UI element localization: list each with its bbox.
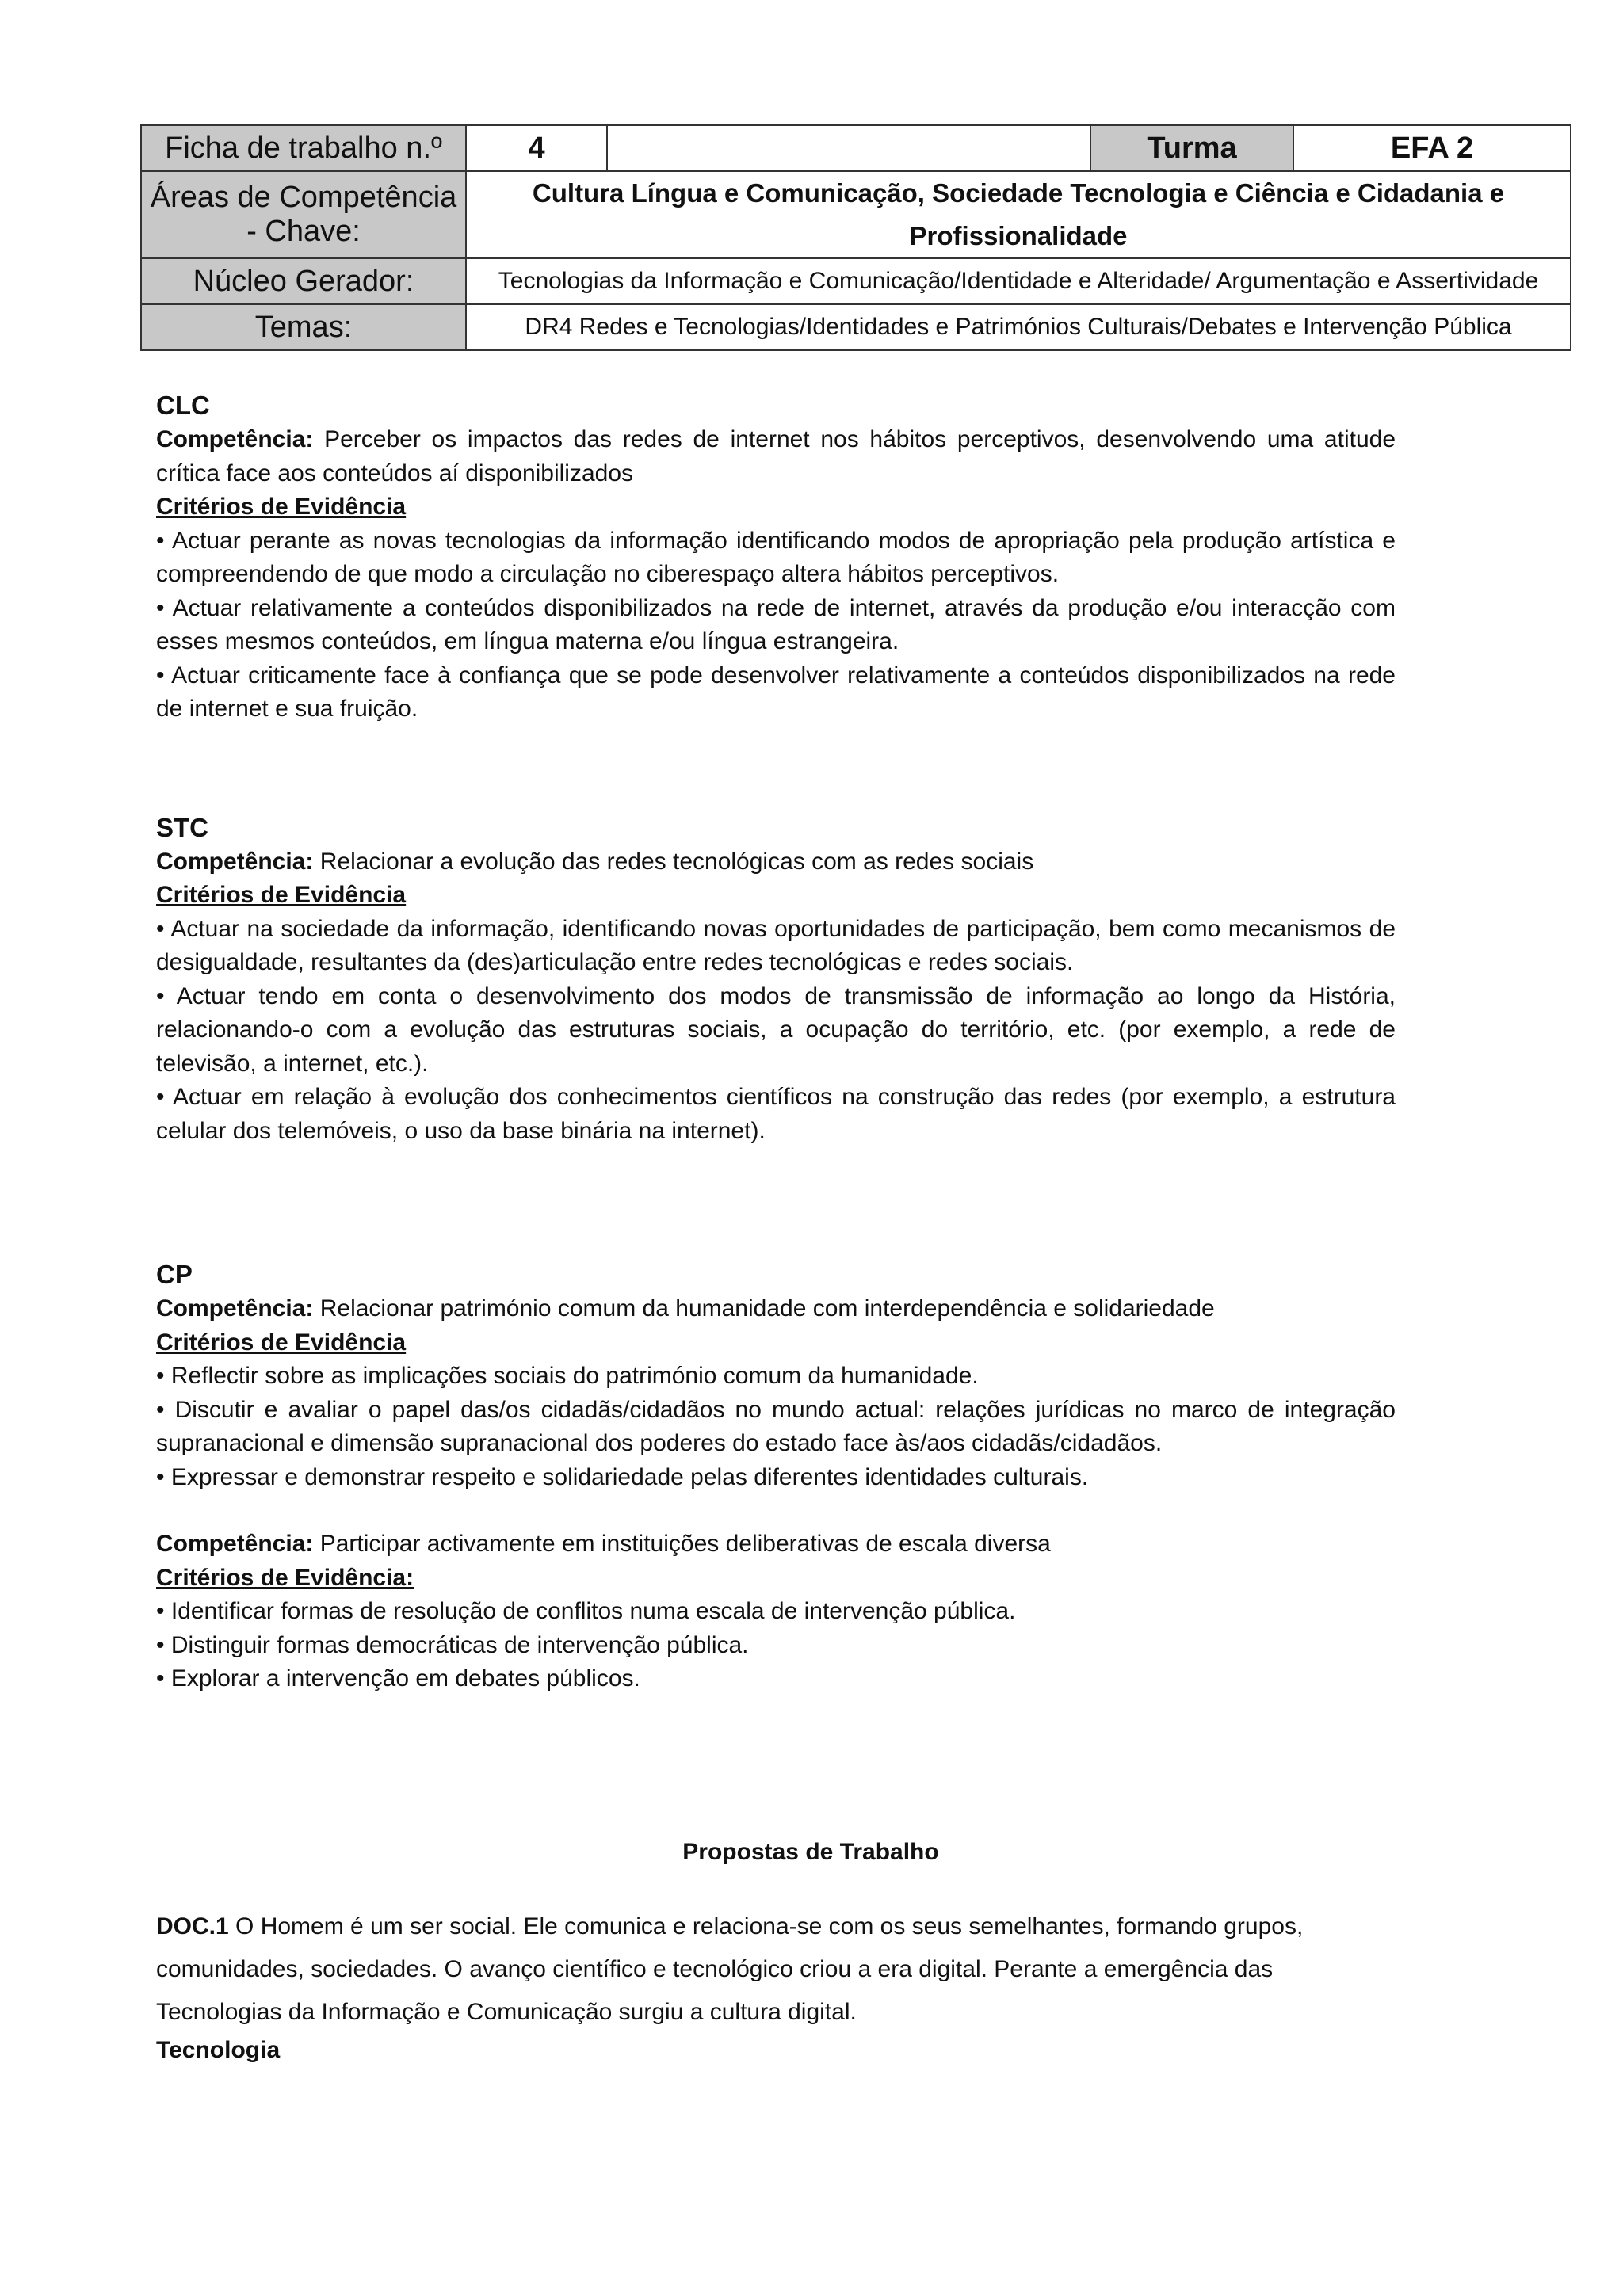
document-body [156, 388, 1396, 2068]
temas-label: Temas: [141, 304, 466, 350]
header-row-areas [141, 171, 1571, 258]
ficha-label: Ficha de trabalho n.º [141, 125, 466, 171]
competencia-text: Perceber os impactos das redes de internet nos hábitos perceptivos, desenvolvendo uma atitude crítica face aos conteúdos aí disponibilizados [156, 426, 1396, 486]
competencia-label: Competência: [156, 426, 314, 452]
clc-item-2: • Actuar relativamente a conteúdos disponibilizados na rede de internet, através da produção e/ou interacção com esses mesmos conteúdos, em língua materna e/ou língua estrangeira. [156, 594, 1396, 654]
stc-title: STC [156, 812, 208, 842]
cp-item-5: • Distinguir formas democráticas de intervenção pública. [156, 1631, 749, 1658]
turma-label: Turma [1090, 125, 1293, 171]
ficha-value: 4 [466, 125, 607, 171]
stc-item-1: • Actuar na sociedade da informação, identificando novas oportunidades de participação, bem como mecanismos de desigualdade, resultantes da (des)articulação entre redes tecnológicas e redes sociais. [156, 915, 1396, 975]
cp-competencia-2 [156, 1527, 1396, 1562]
cp-criterios-heading-1: Critérios de Evidência [156, 1329, 407, 1356]
cp-title: CP [156, 1260, 193, 1289]
competencia-label: Competência: [156, 848, 314, 875]
cp-item-6: • Explorar a intervenção em debates públicos. [156, 1665, 640, 1691]
competencia-text: Relacionar património comum da humanidade com interdependência e solidariedade [319, 1295, 1215, 1322]
areas-value: Cultura Língua e Comunicação, Sociedade Tecnologia e Ciência e Cidadania e Profissionalidade [466, 171, 1571, 258]
temas-value: DR4 Redes e Tecnologias/Identidades e Patrimónios Culturais/Debates e Intervenção Pública [466, 304, 1571, 350]
cp-item-4: • Identificar formas de resolução de conflitos numa escala de intervenção pública. [156, 1598, 1016, 1624]
competencia-text: Relacionar a evolução das redes tecnológicas com as redes sociais [319, 848, 1034, 875]
header-table [140, 124, 1571, 351]
competencia-text: Participar activamente em instituições deliberativas de escala diversa [319, 1531, 1051, 1557]
tecnologia-subheading: Tecnologia [156, 2037, 281, 2063]
cp-criterios-heading-2: Critérios de Evidência: [156, 1564, 414, 1591]
header-row-temas [141, 304, 1571, 350]
nucleo-value: Tecnologias da Informação e Comunicação/Identidade e Alteridade/ Argumentação e Assertividade [466, 258, 1571, 304]
stc-item-2: • Actuar tendo em conta o desenvolvimento dos modos de transmissão de informação ao longo da História, relacionando-o com a evolução das estruturas sociais, a ocupação do território, etc. (por exemplo, a rede de televisão, a internet, etc.). [156, 982, 1396, 1077]
cp-item-2: • Discutir e avaliar o papel das/os cidadãs/cidadãos no mundo actual: relações jurídicas no marco de integração supranacional e dimensão supranacional dos poderes do estado face às/aos cidadãs/cidadãos. [156, 1396, 1396, 1456]
stc-item-3: • Actuar em relação à evolução dos conhecimentos científicos na construção das redes (por exemplo, a estrutura celular dos telemóveis, o uso da base binária na internet). [156, 1084, 1396, 1144]
clc-title: CLC [156, 391, 210, 420]
areas-label: Áreas de Competência - Chave: [141, 171, 466, 258]
propostas-title: Propostas de Trabalho [682, 1838, 939, 1865]
cp-item-1: • Reflectir sobre as implicações sociais do património comum da humanidade. [156, 1363, 979, 1389]
clc-item-3: • Actuar criticamente face à confiança que se pode desenvolver relativamente a conteúdos disponibilizados na rede de internet e sua fruição. [156, 662, 1396, 722]
header-empty-cell [607, 125, 1090, 171]
doc1-text: O Homem é um ser social. Ele comunica e relaciona-se com os seus semelhantes, formando grupos, comunidades, sociedades. O avanço científico e tecnológico criou a era digital. Perante a emergência das Tecnologias da Informação e Comunicação surgiu a cultura digital. [156, 1913, 1304, 2025]
header-row-nucleo [141, 258, 1571, 304]
competencia-label: Competência: [156, 1531, 314, 1557]
competencia-label: Competência: [156, 1295, 314, 1322]
clc-item-1: • Actuar perante as novas tecnologias da informação identificando modos de apropriação pela produção artística e compreendendo de que modo a circulação no ciberespaço altera hábitos perceptivos. [156, 527, 1396, 587]
doc1-label: DOC.1 [156, 1913, 229, 1939]
cp-competencia-1 [156, 1292, 1396, 1326]
header-row-ficha [141, 125, 1571, 171]
stc-criterios-heading: Critérios de Evidência [156, 882, 407, 908]
stc-competencia [156, 845, 1396, 879]
clc-criterios-heading: Critérios de Evidência [156, 494, 407, 520]
doc1-paragraph [156, 1905, 1396, 2034]
turma-value: EFA 2 [1293, 125, 1571, 171]
cp-item-3: • Expressar e demonstrar respeito e solidariedade pelas diferentes identidades culturais. [156, 1463, 1089, 1490]
clc-competencia [156, 423, 1396, 490]
nucleo-label: Núcleo Gerador: [141, 258, 466, 304]
